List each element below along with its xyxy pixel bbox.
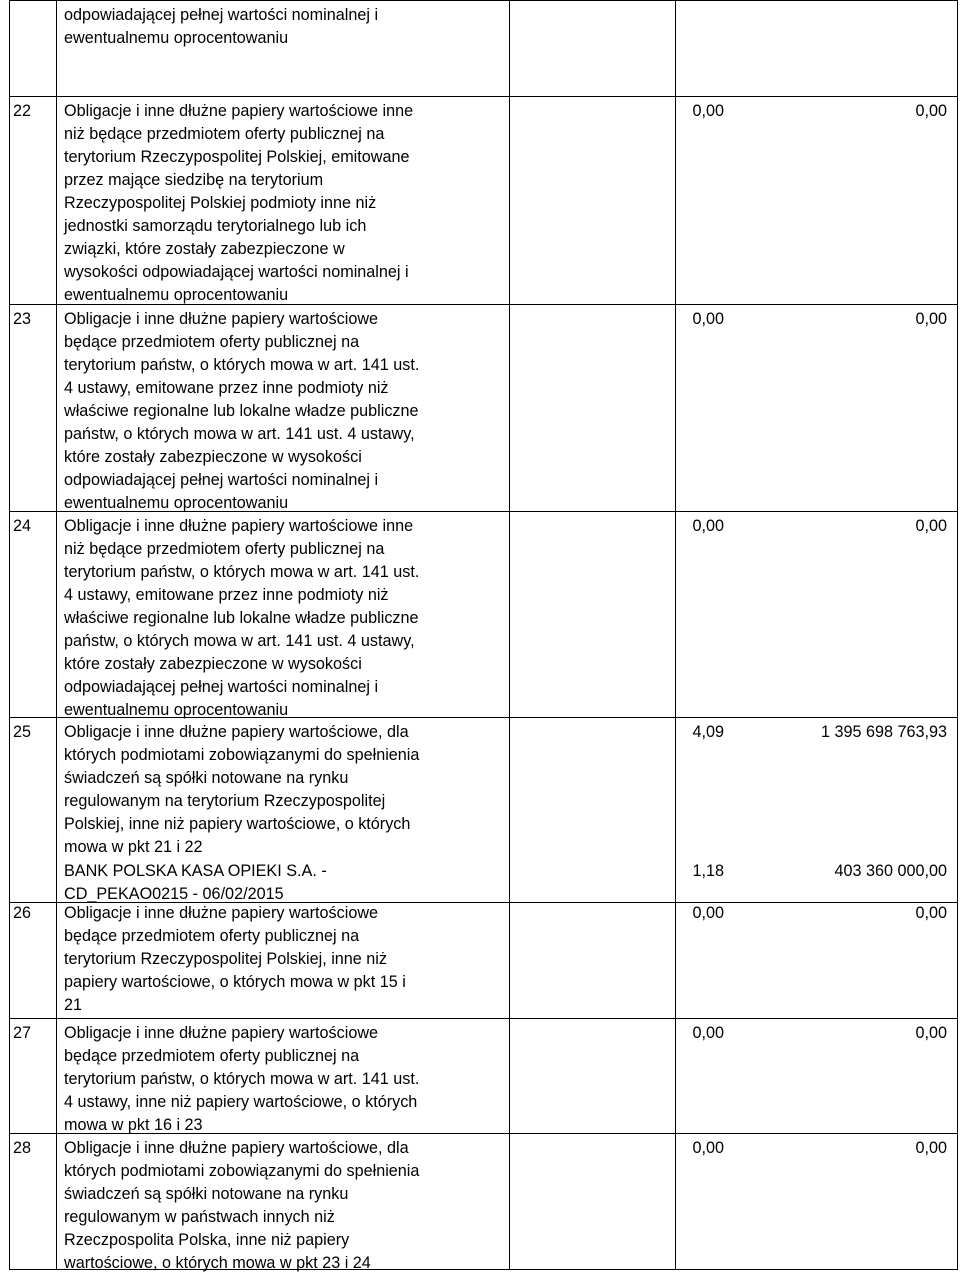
value-amount: 0,00	[915, 310, 947, 328]
row-description-line: jednostki samorządu terytorialnego lub ich	[64, 217, 367, 235]
row-description-line: 4 ustawy, emitowane przez inne podmioty niż	[64, 379, 389, 397]
value-amount: 0,00	[915, 1024, 947, 1042]
value-percent: 0,00	[692, 1024, 724, 1042]
row-number: 24	[13, 517, 32, 535]
row-description-line: niż będące przedmiotem oferty publicznej na	[64, 125, 385, 143]
row-number: 23	[13, 310, 32, 328]
row-description-line: które zostały zabezpieczone w wysokości	[64, 448, 362, 466]
column-divider	[56, 0, 57, 1270]
value-percent: 0,00	[692, 102, 724, 120]
row-number: 25	[13, 723, 32, 741]
row-description-line: właściwe regionalne lub lokalne władze publiczne	[64, 609, 419, 627]
row-description-line: niż będące przedmiotem oferty publicznej na	[64, 540, 385, 558]
row-description-line: odpowiadającej pełnej wartości nominalnej i	[64, 6, 379, 24]
column-divider	[9, 0, 10, 1270]
row-description-line: ewentualnemu oprocentowaniu	[64, 286, 289, 304]
row-description-line: ewentualnemu oprocentowaniu	[64, 29, 289, 47]
row-description-line: CD_PEKAO0215 - 06/02/2015	[64, 885, 284, 903]
holdings-table	[9, 0, 958, 1270]
row-description-line: których podmiotami zobowiązanymi do spełnienia	[64, 746, 420, 764]
row-description-line: państw, o których mowa w art. 141 ust. 4 ustawy,	[64, 425, 415, 443]
row-description-line: które zostały zabezpieczone w wysokości	[64, 655, 362, 673]
value-percent: 4,09	[692, 723, 724, 741]
row-description-line: których podmiotami zobowiązanymi do spełnienia	[64, 1162, 420, 1180]
row-description-line: świadczeń są spółki notowane na rynku	[64, 1185, 349, 1203]
row-number: 22	[13, 102, 32, 120]
row-description-line: 4 ustawy, inne niż papiery wartościowe, o których	[64, 1093, 418, 1111]
row-description-line: Polskiej, inne niż papiery wartościowe, o których	[64, 815, 411, 833]
row-description-line: będące przedmiotem oferty publicznej na	[64, 1047, 360, 1065]
row-description-line: regulowanym na terytorium Rzeczypospolitej	[64, 792, 386, 810]
row-description-line: regulowanym w państwach innych niż	[64, 1208, 335, 1226]
row-description-line: będące przedmiotem oferty publicznej na	[64, 333, 360, 351]
row-description-line: państw, o których mowa w art. 141 ust. 4 ustawy,	[64, 632, 415, 650]
row-description-line: świadczeń są spółki notowane na rynku	[64, 769, 349, 787]
value-amount: 1 395 698 763,93	[820, 723, 947, 741]
row-description-line: ewentualnemu oprocentowaniu	[64, 701, 289, 719]
row-description-line: 4 ustawy, emitowane przez inne podmioty niż	[64, 586, 389, 604]
row-description-line: 21	[64, 996, 83, 1014]
row-description-line: ewentualnemu oprocentowaniu	[64, 494, 289, 512]
row-description-line: BANK POLSKA KASA OPIEKI S.A. -	[64, 862, 327, 880]
row-divider	[9, 96, 958, 97]
value-amount: 0,00	[915, 517, 947, 535]
row-number: 26	[13, 904, 32, 922]
value-percent: 1,18	[692, 862, 724, 880]
row-divider	[9, 0, 958, 1]
row-description-line: Obligacje i inne dłużne papiery wartościowe	[64, 904, 379, 922]
row-description-line: mowa w pkt 21 i 22	[64, 838, 203, 856]
row-description-line: terytorium państw, o których mowa w art. 141 ust.	[64, 1070, 420, 1088]
row-description-line: odpowiadającej pełnej wartości nominalnej i	[64, 678, 379, 696]
row-description-line: terytorium państw, o których mowa w art. 141 ust.	[64, 356, 420, 374]
row-description-line: odpowiadającej pełnej wartości nominalnej i	[64, 471, 379, 489]
row-description-line: Obligacje i inne dłużne papiery wartościowe, dla	[64, 723, 409, 741]
row-description-line: przez mające siedzibę na terytorium	[64, 171, 324, 189]
value-amount: 0,00	[915, 904, 947, 922]
row-description-line: Obligacje i inne dłużne papiery wartościowe inne	[64, 517, 414, 535]
row-description-line: właściwe regionalne lub lokalne władze publiczne	[64, 402, 419, 420]
value-percent: 0,00	[692, 904, 724, 922]
value-amount: 403 360 000,00	[834, 862, 947, 880]
value-percent: 0,00	[692, 1139, 724, 1157]
row-description-line: Obligacje i inne dłużne papiery wartościowe inne	[64, 102, 414, 120]
row-number: 27	[13, 1024, 32, 1042]
row-description-line: papiery wartościowe, o których mowa w pkt 15 i	[64, 973, 406, 991]
value-amount: 0,00	[915, 1139, 947, 1157]
row-description-line: terytorium państw, o których mowa w art. 141 ust.	[64, 563, 420, 581]
row-description-line: wartościowe, o których mowa w pkt 23 i 24	[64, 1254, 371, 1272]
column-divider	[675, 0, 676, 1270]
row-description-line: Obligacje i inne dłużne papiery wartościowe, dla	[64, 1139, 409, 1157]
row-description-line: związki, które zostały zabezpieczone w	[64, 240, 345, 258]
row-description-line: terytorium Rzeczypospolitej Polskiej, inne niż	[64, 950, 387, 968]
row-description-line: Obligacje i inne dłużne papiery wartościowe	[64, 310, 379, 328]
row-description-line: mowa w pkt 16 i 23	[64, 1116, 203, 1134]
row-description-line: wysokości odpowiadającej wartości nominalnej i	[64, 263, 409, 281]
row-number: 28	[13, 1139, 32, 1157]
value-amount: 0,00	[915, 102, 947, 120]
row-description-line: Rzeczypospolitej Polskiej podmioty inne niż	[64, 194, 377, 212]
row-description-line: Rzeczpospolita Polska, inne niż papiery	[64, 1231, 350, 1249]
value-percent: 0,00	[692, 310, 724, 328]
column-divider	[957, 0, 958, 1270]
value-percent: 0,00	[692, 517, 724, 535]
row-description-line: będące przedmiotem oferty publicznej na	[64, 927, 360, 945]
row-description-line: Obligacje i inne dłużne papiery wartościowe	[64, 1024, 379, 1042]
row-description-line: terytorium Rzeczypospolitej Polskiej, emitowane	[64, 148, 410, 166]
row-divider	[9, 1018, 958, 1019]
